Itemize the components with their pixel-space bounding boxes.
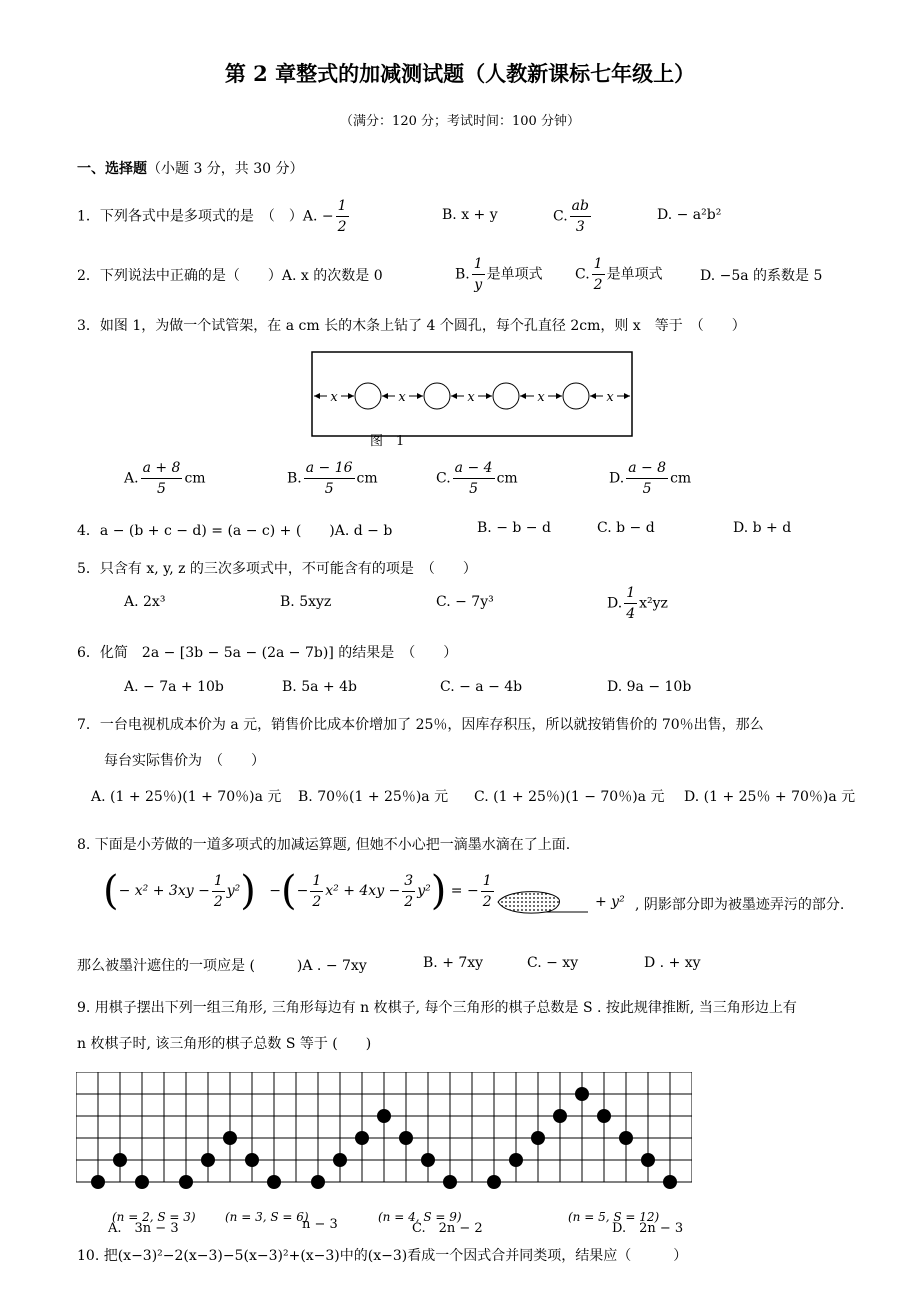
x-label: x [606, 390, 614, 405]
q9-option-a: A. 3n − 3 [108, 1221, 179, 1236]
chess-piece [355, 1131, 369, 1145]
q8-tail: , 阴影部分即为被墨迹弄污的部分. [635, 897, 845, 913]
chess-piece [201, 1153, 215, 1167]
chess-piece [487, 1175, 501, 1189]
x-label: x [467, 390, 475, 405]
chess-piece [553, 1109, 567, 1123]
chess-piece [443, 1175, 457, 1189]
chess-piece [223, 1131, 237, 1145]
question-6: 6．化简 2a − [3b − 5a − (2a − 7b)] 的结果是 （ ） [77, 645, 458, 661]
chess-piece [91, 1175, 105, 1189]
question-10: 10. 把(x−3)²−2(x−3)−5(x−3)²+(x−3)中的(x−3)看成一个因式合并同类项，结果应（ ） [77, 1248, 688, 1264]
q1-option-c: C. $\frac{ab}{3}$ [553, 198, 589, 235]
chess-piece [245, 1153, 259, 1167]
figure-1-caption: 图 1 [370, 434, 405, 449]
chess-piece [619, 1131, 633, 1145]
chess-piece [597, 1109, 611, 1123]
ink-blot-icon [496, 888, 591, 918]
question-7-line-2: 每台实际售价为 （ ） [104, 753, 265, 769]
q3-option-b: B. $\frac{a - 16}{5}$ cm [287, 460, 378, 497]
q5-option-c: C. − 7y³ [436, 594, 494, 610]
chess-piece [421, 1153, 435, 1167]
x-label: x [398, 390, 406, 405]
q3-option-d: D. $\frac{a - 8}{5}$ cm [609, 460, 692, 497]
q1-option-b: B. x + y [442, 207, 498, 223]
chess-piece [509, 1153, 523, 1167]
question-7-line-1: 7．一台电视机成本价为 a 元，销售价比成本价增加了 25％，因库存积压，所以就按销售价的 70％出售，那么 [77, 717, 764, 733]
q8-option-b: B. + 7xy [423, 955, 484, 971]
chess-piece [333, 1153, 347, 1167]
question-9-line-1: 9. 用棋子摆出下列一组三角形, 三角形每边有 n 枚棋子, 每个三角形的棋子总数是 S . 按此规律推断, 当三角形边上有 [77, 1000, 797, 1016]
question-9-line-2: n 枚棋子时, 该三角形的棋子总数 S 等于 ( ) [77, 1036, 372, 1052]
q6-option-b: B. 5a + 4b [282, 679, 357, 695]
chess-piece [531, 1131, 545, 1145]
section-label: 一、选择题 [77, 161, 147, 177]
chess-piece [267, 1175, 281, 1189]
q3-option-c: C. $\frac{a - 4}{5}$ cm [436, 460, 518, 497]
q6-option-a: A. − 7a + 10b [124, 679, 224, 695]
q7-option-a: A. (1 + 25％)(1 + 70％)a 元 [91, 789, 282, 805]
q2-option-b: B. $\frac{1}{y}$ 是单项式 [455, 256, 543, 293]
q1-option-d: D. − a²b² [657, 207, 722, 223]
triangle-pieces-grid [76, 1072, 692, 1192]
q8-plus-y2: + y² [595, 894, 625, 910]
q8-option-c: C. − xy [527, 955, 579, 971]
chess-piece [663, 1175, 677, 1189]
q9-label-2: (n = 3, S = 6) [225, 1210, 309, 1224]
q1-stem: 1．下列各式中是多项式的是 （ ）A. − [77, 208, 334, 225]
q1-a-fraction: $\frac{1}{2}$ [337, 198, 347, 235]
q7-option-b: B. 70％(1 + 25％)a 元 [298, 789, 449, 805]
q9-label-3: (n = 4, S = 9) [378, 1210, 462, 1224]
question-3: 3．如图 1，为做一个试管架，在 a cm 长的木条上钻了 4 个圆孔，每个孔直径 2cm，则 x 等于 （ ） [77, 318, 746, 334]
question-8-ask: 那么被墨汁遮住的一项应是 ( )A . − 7xy [77, 958, 367, 974]
q9-option-c: C. 2n − 2 [412, 1221, 483, 1236]
q2-option-c: C. $\frac{1}{2}$ 是单项式 [575, 256, 663, 293]
question-8: 8. 下面是小芳做的一道多项式的加减运算题, 但她不小心把一滴墨水滴在了上面. [77, 837, 571, 853]
q5-option-a: A. 2x³ [124, 594, 166, 610]
question-2: 2．下列说法中正确的是（ ）A. x 的次数是 0 [77, 268, 383, 284]
q9-option-d: D. 2n − 3 [612, 1221, 684, 1236]
page-title: 第 2 章整式的加减测试题（人教新课标七年级上） [224, 61, 696, 86]
chess-piece [113, 1153, 127, 1167]
x-label: x [537, 390, 545, 405]
q6-option-d: D. 9a − 10b [607, 679, 692, 695]
q9-option-b: n − 3 [302, 1217, 338, 1232]
chess-piece [641, 1153, 655, 1167]
q7-option-c: C. (1 + 25％)(1 − 70％)a 元 [474, 789, 665, 805]
q4-option-c: C. b − d [597, 520, 655, 536]
chess-piece [179, 1175, 193, 1189]
q8-expression: (− x² + 3xy − $\frac{1}{2}$ y²) −(− $\frac{1}{2}$ x² + 4xy − $\frac{3}{2}$ y²) = − $\frac{1}{2}$ [103, 868, 492, 914]
section-note: （小题 3 分，共 30 分） [147, 161, 304, 177]
question-5: 5．只含有 x, y, z 的三次多项式中，不可能含有的项是 （ ） [77, 561, 477, 577]
q5-option-d: D. $\frac{1}{4}$ x²yz [607, 585, 668, 622]
figure-1-test-tube-rack [310, 350, 635, 440]
question-4: 4．a − (b + c − d) = (a − c) + ( )A. d − b [77, 523, 393, 539]
chess-piece [135, 1175, 149, 1189]
q9-label-4: (n = 5, S = 12) [568, 1210, 660, 1224]
chess-piece [575, 1087, 589, 1101]
q4-option-b: B. − b − d [477, 520, 551, 536]
chess-piece [399, 1131, 413, 1145]
q6-option-c: C. − a − 4b [440, 679, 523, 695]
chess-piece [377, 1109, 391, 1123]
question-1 [77, 196, 351, 237]
x-label: x [330, 390, 338, 405]
chess-piece [311, 1175, 325, 1189]
q4-option-d: D. b + d [733, 520, 792, 536]
page-subtitle: （满分：120 分；考试时间：100 分钟） [340, 114, 580, 129]
q3-option-a: A. $\frac{a + 8}{5}$ cm [124, 460, 206, 497]
q2-option-d: D. −5a 的系数是 5 [700, 268, 823, 284]
q9-label-1: (n = 2, S = 3) [112, 1210, 196, 1224]
q8-option-d: D . + xy [644, 955, 701, 971]
q5-option-b: B. 5xyz [280, 594, 332, 610]
section-heading [77, 158, 304, 178]
q7-option-d: D. (1 + 25％ + 70％)a 元 [684, 789, 856, 805]
